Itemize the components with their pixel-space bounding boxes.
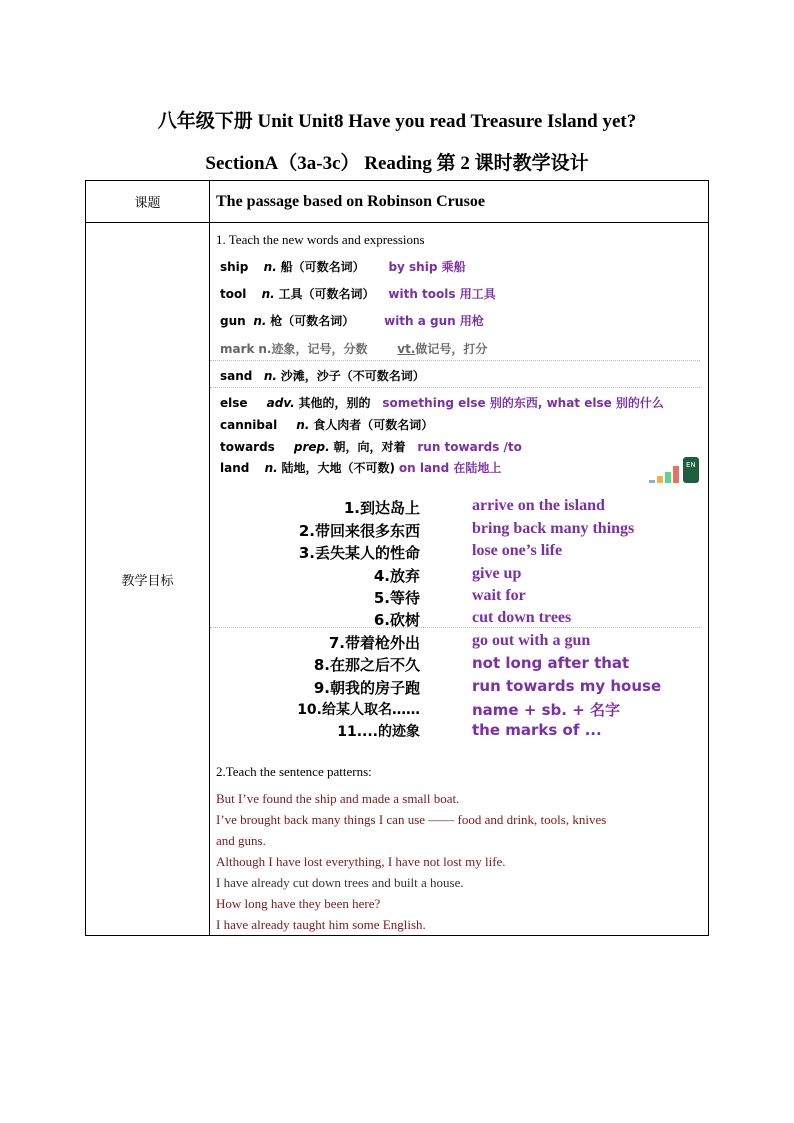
phrase-cn: 9.朝我的房子跑 [313, 679, 420, 697]
vocab-word: sand [220, 369, 253, 383]
vocab-phrase: run towards /to [417, 440, 522, 454]
vocab-word: towards [220, 440, 275, 454]
topic-row [86, 181, 709, 223]
vocab-cn: 工具（可数名词） [278, 287, 375, 301]
phrase-cn: 11....的迹象 [337, 724, 420, 740]
vocab-pos: prep. [293, 440, 330, 454]
goal-content [210, 223, 709, 936]
sentence: How long have they been here? [216, 896, 381, 911]
phrase-en: arrive on the island [472, 497, 605, 514]
phrase-en: not long after that [472, 654, 630, 672]
phrase-cn: 2.带回来很多东西 [298, 522, 420, 540]
vocab-row [220, 394, 664, 411]
section2-title: 2.Teach the sentence patterns: [216, 764, 372, 779]
vocab-phrase: 做记号，打分 [415, 342, 488, 356]
sentence: I’ve brought back many things I can use —— food and drink, tools, knives [216, 812, 607, 827]
sentence: I have already cut down trees and built a house. [216, 875, 464, 890]
vocab-cn: 食人肉者（可数名词） [313, 418, 434, 432]
phrase-en: give up [472, 565, 522, 582]
vocab-pos: n. [258, 342, 272, 356]
vocab-cn: 其他的，别的 [298, 396, 371, 410]
vocab-row [220, 340, 487, 357]
dotted-divider [210, 360, 700, 361]
vocab-row [220, 258, 466, 275]
vocab-word: gun [220, 314, 246, 328]
vocab-row [220, 312, 484, 329]
vocab-phrase: something else 别的东西, what else 别的什么 [382, 396, 664, 410]
vocab-cn: 沙滩，沙子（不可数名词） [280, 369, 425, 383]
lesson-plan-table [85, 180, 709, 936]
document-title-line1: 八年级下册 Unit Unit8 Have you read Treasure Island yet? [157, 111, 637, 132]
vocab-word: else [220, 396, 248, 410]
sentence: I have already taught him some English. [216, 917, 426, 932]
vocab-cn: 迹象，记号，分数 [271, 342, 368, 356]
sentence: and guns. [216, 833, 266, 848]
vocab-word: ship [220, 260, 249, 274]
document-title-line2: SectionA（3a-3c） Reading 第 2 课时教学设计 [205, 153, 589, 174]
phrase-en: cut down trees [472, 609, 572, 626]
phrase-en: go out with a gun [472, 632, 591, 649]
phrase-en: lose one’s life [472, 542, 563, 559]
phrase-cn: 4.放弃 [373, 567, 420, 585]
sentence: Although I have lost everything, I have not lost my life. [216, 854, 506, 869]
vocab-cn: 船（可数名词） [280, 260, 365, 274]
vocab-cn: 朝，向，对着 [333, 440, 406, 454]
topic-value: The passage based on Robinson Crusoe [210, 181, 709, 223]
vocab-row [220, 367, 425, 384]
goal-row [86, 223, 709, 936]
section1-title: 1. Teach the new words and expressions [216, 232, 425, 247]
vocab-word: mark [220, 342, 255, 356]
goal-label: 教学目标 [86, 223, 210, 936]
vocab-phrase: with a gun 用枪 [384, 314, 484, 328]
vocab-pos: n. [253, 314, 267, 328]
phrase-en: wait for [472, 587, 526, 604]
phrase-en: bring back many things [472, 520, 635, 537]
vocab-word: cannibal [220, 418, 278, 432]
phrase-en: name + sb. + 名字 [472, 701, 620, 719]
sentence: But I’ve found the ship and made a small boat. [216, 791, 460, 806]
vocab-cn: 枪（可数名词） [270, 314, 355, 328]
vocab-pos2: vt. [397, 342, 416, 356]
phrase-cn: 6.砍树 [373, 611, 420, 629]
vocab-row [220, 285, 496, 302]
phrase-cn: 7.带着枪外出 [328, 634, 420, 652]
english-chart-icon [649, 456, 699, 486]
phrase-cn: 3.丢失某人的性命 [298, 544, 420, 562]
vocab-pos: n. [296, 418, 310, 432]
vocab-phrase: by ship 乘船 [388, 260, 466, 274]
phrase-en: the marks of ... [472, 721, 602, 739]
phrase-cn: 8.在那之后不久 [313, 656, 420, 674]
badge-text: EN [686, 461, 696, 469]
dotted-divider [210, 387, 700, 388]
vocab-row [220, 459, 501, 476]
vocab-pos: n. [264, 461, 278, 475]
phrase-cn: 5.等待 [373, 589, 420, 607]
phrase-cn: 1.到达岛上 [343, 499, 420, 517]
vocab-pos: n. [263, 369, 277, 383]
vocab-row [220, 438, 522, 455]
phrase-en: run towards my house [472, 677, 662, 695]
dotted-divider [210, 627, 700, 628]
vocab-word: land [220, 461, 250, 475]
vocab-word: tool [220, 287, 247, 301]
vocab-phrase: with tools 用工具 [388, 287, 496, 301]
vocab-pos: n. [263, 260, 277, 274]
phrase-cn: 10.给某人取名…… [297, 702, 420, 718]
topic-label: 课题 [86, 181, 210, 223]
vocab-phrase: on land 在陆地上 [398, 461, 502, 475]
vocab-cn: 陆地，大地（不可数) [281, 461, 396, 475]
vocab-pos: adv. [266, 396, 295, 410]
vocab-pos: n. [261, 287, 275, 301]
vocab-row [220, 416, 433, 433]
